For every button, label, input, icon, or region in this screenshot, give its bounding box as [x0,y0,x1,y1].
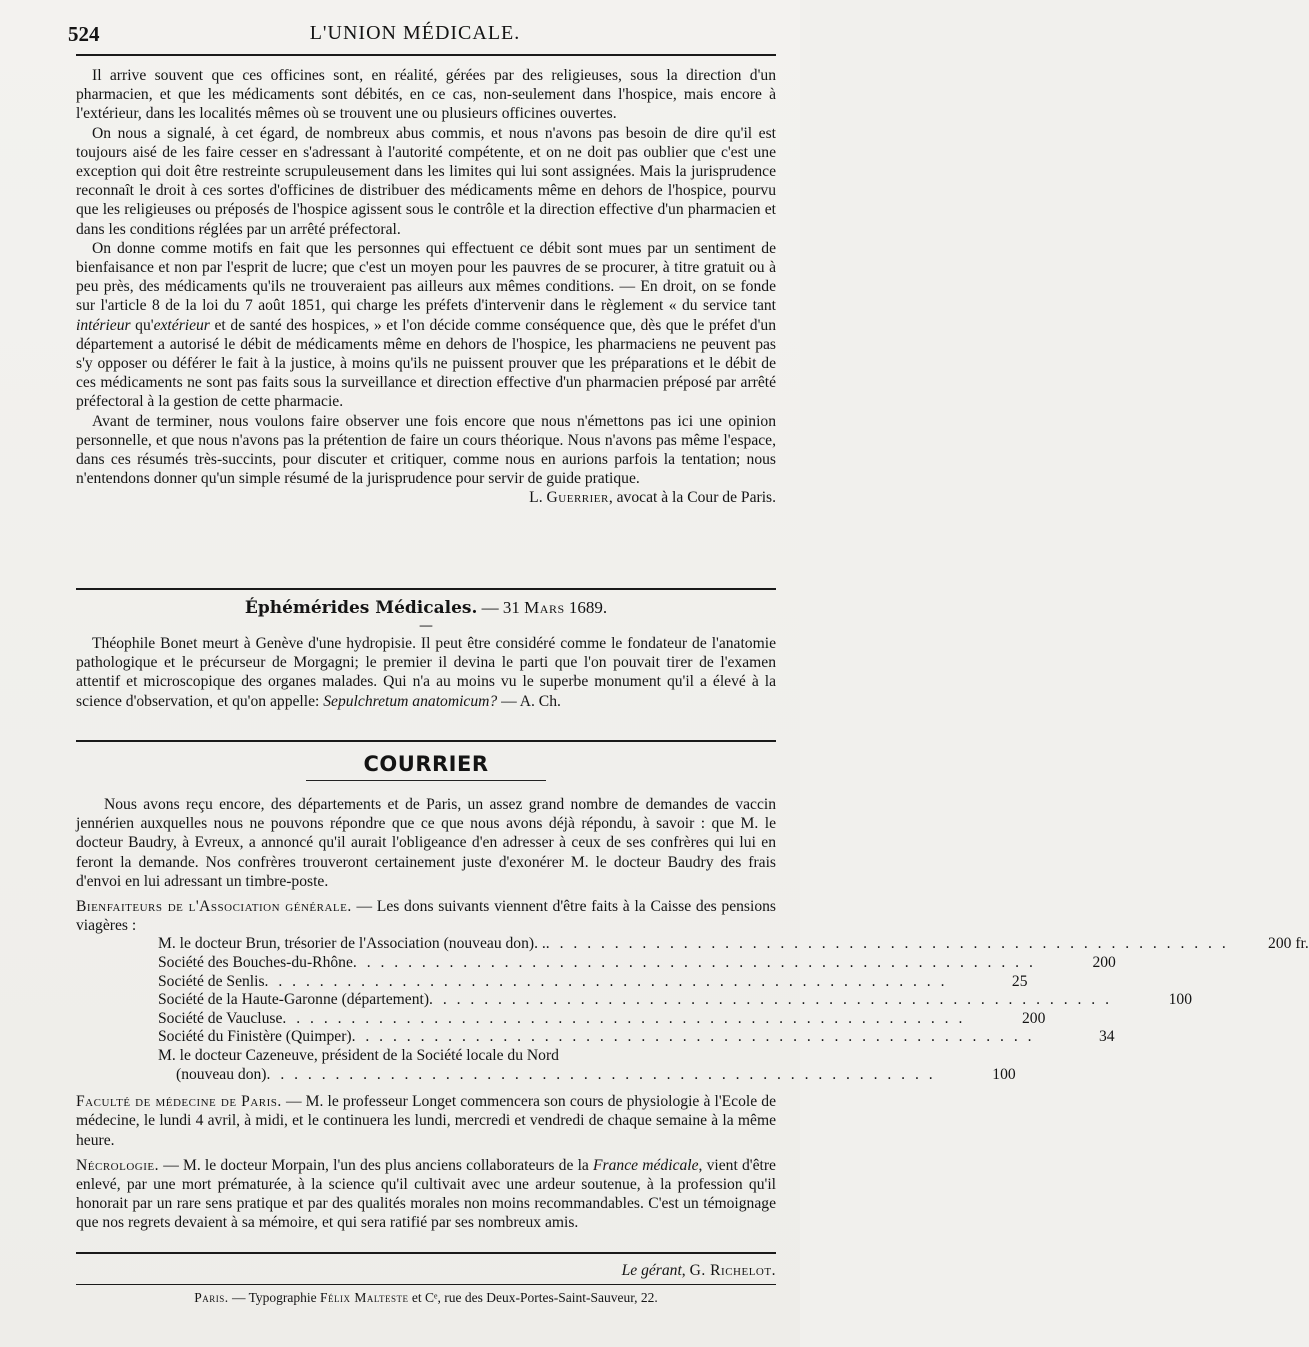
donor-last-line-2: (nouveau don) [176,1065,267,1083]
imprint-text-b: et Cᵉ, rue des Deux-Portes-Saint-Sauveur, 22. [408,1290,658,1305]
ephemerides-year: 1689. [564,598,608,617]
signature-initial: L. [529,489,543,507]
courrier-underline [306,780,546,781]
donor-row [76,1028,1115,1047]
donor-last [76,1046,1016,1084]
article-paragraph-4: Avant de terminer, nous voulons faire observer une fois encore que nous n'émettons pas ici une opinion personnelle, et que nous n'avons pas la prétention de faire un cours théorique. Nous n'avons pas même l'espace, dans ces résumés très-succints, pour discuter et critiquer, comme nous en aurions parfois la tentation; nous n'entendons donner qu'un simple résumé de la jurisprudence pour servir de guide pratique. [76,412,776,488]
article-paragraph-3-italic-2: extérieur [153,316,210,334]
gerant-label: Le gérant [621,1262,682,1279]
ephemerides-month: Mars [524,598,565,617]
imprint-printer: Félix Malteste [320,1290,409,1305]
ephemerides-title: Éphémérides Médicales. [244,598,478,618]
donor-row [76,954,1116,973]
ephemerides-section [76,598,776,711]
donor-name: Société de la Haute-Garonne (département) [158,991,430,1009]
article-body [76,66,776,508]
donor-amount: 100 [1168,991,1192,1009]
ephemerides-italic: Sepulchretum anatomicum? [323,692,498,710]
donor-name: M. le docteur Brun, trésorier de l'Association (nouveau don). . [158,935,546,953]
leader-dots: . . . . . . . . . . . . . . . . . . . . . . . . . . . . . . . . . . . . . . . . . . . . . . . . . . [429,991,1112,1009]
imprint-city: Paris. [194,1290,229,1305]
donor-amount: 34 [1098,1028,1115,1046]
necrologie-text-b: , vient d'être enlevé, par une mort prématurée, à la science qu'il cultivait avec une ardeur soutenue, à la profession qu'il honorait par un rare sens pratique et par des qualités morales non moins recommandables. C'est un témoignage que nos regrets devaient à sa mémoire, et qui sera ratifié par ses nombreux amis. [76,1156,776,1232]
donor-row [76,972,1028,992]
footer-rule-1 [76,1252,776,1254]
courrier-paragraph-1: Nous avons reçu encore, des départements et de Paris, un assez grand nombre de demandes de vaccin jennérien auxquelles nous ne pouvons répondre que ce que nous avons déjà répondu, à savoir : que M. le docteur Baudry, à Evreux, a annoncé qu'il aurait l'obligeance d'en adresser à ceux de ses confrères qui lui en feront la demande. Nos confrères trouveront certainement juste d'exonérer M. le docteur Baudry des frais d'envoi en lui adressant un timbre-poste. [76,796,776,890]
courrier-title: COURRIER [363,752,489,776]
ephemerides-text-b: — A. Ch. [497,692,561,710]
imprint-text-a: — Typographie [228,1290,320,1305]
courrier-section [76,752,1309,1233]
necrologie-paragraph [76,1156,776,1233]
article-paragraph-3 [76,239,776,412]
ephemerides-text-a: Théophile Bonet meurt à Genève d'une hydropisie. Il peut être considéré comme le fondateur de l'anatomie pathologique et le précurseur de Morgagni; le premier il devina le parti que l'on pouvait tirer de l'examen attentif et microscopique des organes malades. Qui n'a au moins vu le superbe monument qu'il a élevé à la science d'observation, et qu'on appelle: [76,635,776,710]
donor-last-line-1: M. le docteur Cazeneuve, président de la Société locale du Nord [158,1046,559,1064]
running-header [60,18,770,50]
article-paragraph-3-text-b: qu' [130,316,154,334]
necrologie-text-a: — M. le docteur Morpain, l'un des plus anciens collaborateurs de la [159,1156,594,1174]
article-paragraph-2: On nous a signalé, à cet égard, de nombreux abus commis, et nous n'avons pas besoin de dire qu'il est toujours aisé de les faire cesser en s'adressant à l'autorité compétente, et on ne doit pas oublier que c'est une exception qui doit être restreinte scrupuleusement dans les limites qui lui sont assignées. Mais la jurisprudence reconnaît le droit à ces sortes d'officines de distribuer des médicaments même en dehors de l'hospice, pourvu que les religieuses ou préposés de l'hospice agissent sous le contrôle et la direction effective d'un pharmacien et dans les conditions réglées par un arrêté préfectoral. [76,124,776,238]
section-rule-2 [76,740,776,742]
page-number: 524 [68,22,100,46]
article-signature [76,488,776,508]
donor-amount: 200 [1021,1009,1046,1027]
donor-name: Société de Senlis [158,972,265,990]
ephemerides-dash: — [419,618,433,634]
ephemerides-text [76,634,776,711]
section-rule-1 [76,588,776,590]
leader-dots: . . . . . . . . . . . . . . . . . . . . . . . . . . . . . . . . . . . . . . . . . . . . . . . . . . [282,1009,966,1027]
donor-name: Société de Vaucluse [158,1009,283,1027]
leader-dots: . . . . . . . . . . . . . . . . . . . . . . . . . . . . . . . . . . . . . . . . . . . . . . . . . . [351,1028,1035,1046]
donor-row [76,1009,1046,1029]
leader-dots: . . . . . . . . . . . . . . . . . . . . . . . . . . . . . . . . . . . . . . . . . . . . . . . . . [266,1065,936,1083]
donor-last-amount: 100 [992,1065,1016,1083]
donor-amount: 25 [1011,972,1028,990]
donor-list [76,935,1309,1047]
necrologie-heading: Nécrologie. [76,1156,159,1174]
faculte-paragraph [76,1092,776,1150]
footer-rule-2 [76,1284,776,1285]
article-paragraph-3-italic-1: intérieur [76,316,131,334]
imprint-line [76,1290,776,1306]
signature-rest: , avocat à la Cour de Paris. [608,489,776,507]
leader-dots: . . . . . . . . . . . . . . . . . . . . . . . . . . . . . . . . . . . . . . . . . . . . . . . . . . [352,954,1036,972]
donor-row [76,935,1309,954]
gerant-signature: Le gérant, G. Richelot. [621,1262,776,1279]
article-paragraph-1: Il arrive souvent que ces officines sont, en réalité, gérées par des religieuses, sous la direction d'un pharmacien, et que les médicaments sont débités, en ce cas, non-seulement dans l'hospice, mais encore à l'extérieur, dans les localités mêmes où se trouvent une ou plusieurs officines ouvertes. [76,67,776,123]
donor-amount: 200 fr. [1268,935,1309,953]
bienfaiteurs-paragraph [76,897,776,935]
donor-amount: 200 [1092,954,1116,972]
gerant-name: G. Richelot. [689,1262,776,1279]
header-rule [76,54,776,56]
article-paragraph-3-text-c: et de santé des hospices, » et l'on décide comme conséquence que, dès que le préfet d'un département a autorisé le débit de médicaments même en dehors de l'hospice, les pharmaciens ne peuvent pas s'y opposer ou déférer le fait à la justice, à moins qu'ils ne puissent prouver que les préparations et le débit de ces médicaments ne sont pas faits sous la surveillance et direction effective d'un pharmacien préposé par arrêté préfectoral à la gestion de cette pharmacie. [76,316,777,411]
donor-row [76,991,1192,1010]
signature-name: Guerrier [546,489,609,507]
ephemerides-heading [76,598,776,618]
bienfaiteurs-text: — Les dons suivants viennent d'être faits à la Caisse des pensions viagères : [76,898,776,935]
article-paragraph-3-text-a: On donne comme motifs en fait que les personnes qui effectuent ce débit sont mues par un sentiment de bienfaisance et non par l'esprit de lucre; que c'est un moyen pour les pauvres de se procurer, à titre gratuit ou à peu près, des médicaments qu'ils ne trouveraient pas ailleurs aux mêmes conditions. — En droit, on se fonde sur l'article 8 de la loi du 7 août 1851, qui charge les préfets d'intervenir dans le règlement « du service tant [76,239,776,315]
ephemerides-date-prefix: — 31 [477,598,525,617]
faculte-heading: Faculté de médecine de Paris. [76,1093,282,1111]
faculte-text: — M. le professeur Longet commencera son cours de physiologie à l'Ecole de médecine, le lundi 4 avril, à midi, et le continuera les lundi, mercredi et vendredi de chaque semaine à la même heure. [76,1093,776,1149]
necrologie-italic: France médicale [593,1156,699,1174]
leader-dots: . . . . . . . . . . . . . . . . . . . . . . . . . . . . . . . . . . . . . . . . . . . . . . . . . . [264,972,948,990]
donor-name: Société des Bouches-du-Rhône [158,954,353,972]
bienfaiteurs-heading: Bienfaiteurs de l'Association générale. [76,898,352,916]
donor-name: Société du Finistère (Quimper) [158,1028,352,1046]
journal-title: L'UNION MÉDICALE. [309,22,521,44]
leader-dots: . . . . . . . . . . . . . . . . . . . . . . . . . . . . . . . . . . . . . . . . . . . . . . . . . . [545,935,1229,953]
